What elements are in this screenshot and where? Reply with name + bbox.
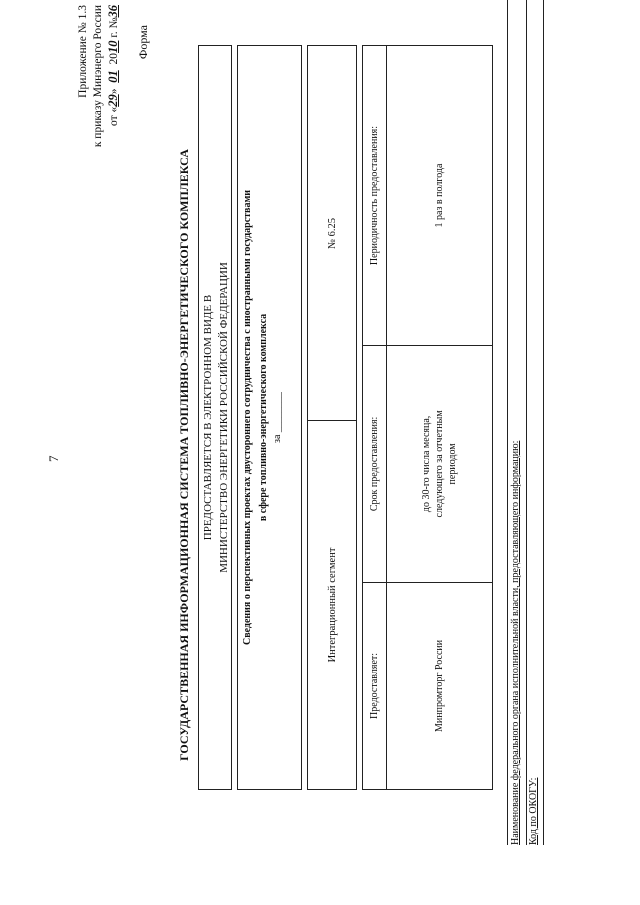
- header-deadline: Срок предоставления:: [363, 345, 387, 582]
- okogu-label-text: Код по ОКОГУ:: [528, 777, 539, 845]
- segment-box: [307, 45, 357, 790]
- period-prefix: за: [272, 434, 283, 443]
- footer-divider-middle: [526, 0, 527, 845]
- deadline-cell: [387, 345, 493, 582]
- period-blank: ________: [272, 392, 283, 433]
- submission-line-1: ПРЕДОСТАВЛЯЕТСЯ В ЭЛЕКТРОННОМ ВИДЕ В: [202, 294, 214, 541]
- date-year-suffix: 10: [106, 40, 120, 54]
- table-header-row: [363, 46, 387, 790]
- authority-label-text: Наименование федерального органа исполнительной власти, предоставляющего информацию:: [510, 440, 521, 845]
- appendix-date-line: [106, 5, 122, 215]
- submission-box: [198, 45, 232, 790]
- frequency-cell: 1 раз в полгода: [387, 46, 493, 346]
- order-number: 36: [106, 5, 120, 18]
- segment-number: № 6.25: [326, 217, 338, 250]
- authority-label: [510, 441, 521, 845]
- date-year-prefix: 20: [108, 53, 120, 65]
- appendix-block: [76, 5, 122, 215]
- main-title: ГОСУДАРСТВЕННАЯ ИНФОРМАЦИОННАЯ СИСТЕМА ТОПЛИВНО-ЭНЕРГЕТИЧЕСКОГО КОМПЛЕКСА: [177, 149, 191, 761]
- report-box: [237, 45, 302, 790]
- page-number: 7: [46, 455, 61, 462]
- submission-line-2: МИНИСТЕРСТВО ЭНЕРГЕТИКИ РОССИЙСКОЙ ФЕДЕРАЦИИ: [218, 262, 230, 573]
- date-prefix: от «: [108, 106, 120, 127]
- deadline-line-1: до 30-го числа месяца,: [421, 415, 432, 513]
- date-month: 01: [106, 70, 120, 83]
- deadline-line-3: периодом: [447, 443, 458, 485]
- deadline-line-2: следующего за отчетным: [434, 410, 445, 518]
- okogu-label: [528, 778, 539, 845]
- date-day: 29: [106, 94, 120, 107]
- report-title-line-2: в сфере топливно-энергетического комплекса: [258, 313, 269, 522]
- appendix-order: к приказу Минэнерго России: [92, 5, 104, 148]
- form-label: Форма: [136, 25, 150, 60]
- header-provider: Предоставляет:: [363, 582, 387, 789]
- segment-label: Интеграционный сегмент: [308, 420, 356, 789]
- header-frequency: Периодичность предоставления:: [363, 46, 387, 346]
- date-mid: »: [108, 88, 120, 95]
- report-title-line-1: Сведения о перспективных проектах двустороннего сотрудничества с иностранными государствами: [242, 189, 253, 646]
- report-period: [272, 46, 283, 789]
- provider-cell: Минпромторг России: [387, 582, 493, 789]
- footer-divider-bottom: [543, 0, 544, 845]
- submission-info-table: [362, 45, 493, 790]
- footer-divider-top: [507, 0, 508, 845]
- appendix-title: Приложение № 1.3: [77, 5, 89, 98]
- order-number-prefix: г. №: [108, 17, 120, 38]
- table-row: [387, 46, 493, 790]
